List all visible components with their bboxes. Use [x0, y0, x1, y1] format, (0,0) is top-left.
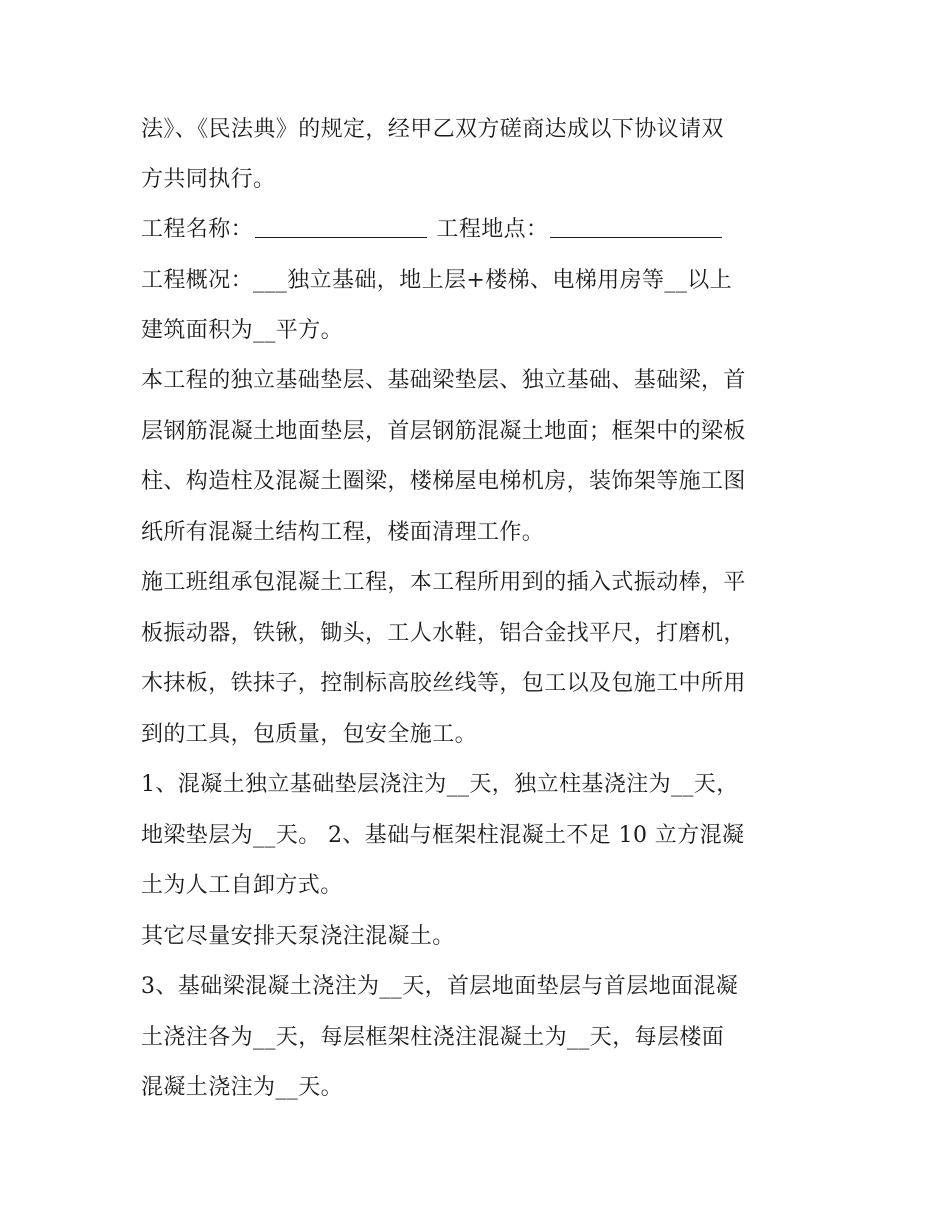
- text-line: 纸所有混凝土结构工程，楼面清理工作。: [141, 520, 545, 545]
- project-location-label: 工程地点：: [436, 217, 549, 242]
- text-line: 其它尽量安排天泵浇注混凝土。: [141, 924, 455, 949]
- text-line: 方共同执行。: [141, 167, 276, 192]
- text-line: 土浇注各为__天，每层框架柱浇注混凝土为__天，每层楼面: [141, 1025, 725, 1050]
- text-line: 混凝土浇注为__天。: [141, 1075, 344, 1100]
- project-name-location-line: [141, 213, 821, 247]
- text-line: 法》、《民法典》的规定，经甲乙双方磋商达成以下协议请双: [141, 117, 724, 142]
- project-name-blank: [255, 215, 427, 238]
- text-line: 施工班组承包混凝土工程，本工程所用到的插入式振动棒，平: [141, 570, 746, 595]
- text-line: 建筑面积为__平方。: [141, 318, 344, 343]
- project-location-blank: [550, 215, 722, 238]
- text-line: 木抹板，铁抹子，控制标高胶丝线等，包工以及包施工中所用: [141, 671, 746, 696]
- text-line: 土为人工自卸方式。: [141, 873, 343, 898]
- text-line: 层钢筋混凝土地面垫层，首层钢筋混凝土地面；框架中的梁板: [141, 419, 746, 444]
- text-line: 地梁垫层为__天。 2、基础与框架柱混凝土不足 10 立方混凝: [141, 823, 745, 848]
- text-line: 本工程的独立基础垫层、基础梁垫层、独立基础、基础梁，首: [141, 368, 746, 393]
- text-line: 板振动器，铁锹，锄头，工人水鞋，铝合金找平尺，打磨机，: [141, 621, 746, 646]
- text-line: 3、基础梁混凝土浇注为__天，首层地面垫层与首层地面混凝: [141, 974, 739, 999]
- text-line: 柱、构造柱及混凝土圈梁，楼梯屋电梯机房，装饰架等施工图: [141, 469, 746, 494]
- text-line: 工程概况：___独立基础，地上层+楼梯、电梯用房等__以上: [141, 268, 733, 293]
- text-line: 1、混凝土独立基础垫层浇注为__天，独立柱基浇注为__天，: [141, 772, 739, 797]
- text-line: 到的工具，包质量，包安全施工。: [141, 722, 478, 747]
- project-name-label: 工程名称：: [141, 217, 254, 242]
